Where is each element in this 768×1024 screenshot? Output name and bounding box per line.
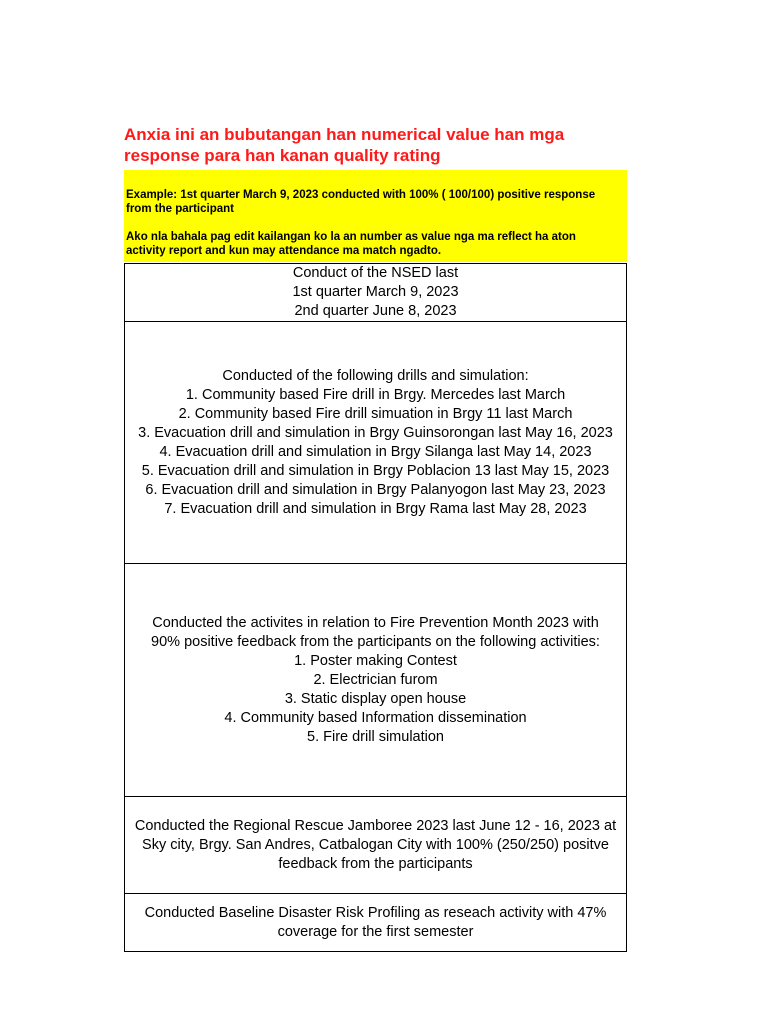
page-heading [124,124,624,166]
highlighted-note [124,170,627,262]
table-row-fire-prevention [125,563,626,796]
heading-line: Anxia ini an bubutangan han numerical value han mga [124,125,565,144]
note-line: activity report and kun may attendance ma match ngadto. [126,245,442,257]
cell-line: Conduct of the NSED last [292,265,459,281]
table-row-nsed [125,264,626,321]
table-row-rescue-jamboree [125,796,626,893]
cell-line: coverage for the first semester [277,923,474,940]
cell-line: 1. Community based Fire drill in Brgy. Mercedes last March [185,386,566,403]
table-row-drills [125,321,626,563]
cell-line: Sky city, Brgy. San Andres, Catbalogan City with 100% (250/250) positve [142,836,609,853]
cell-line: 3. Evacuation drill and simulation in Brgy Guinsorongan last May 16, 2023 [138,424,613,441]
cell-line: 2. Electrician furom [313,671,438,688]
cell-line: 7. Evacuation drill and simulation in Brgy Rama last May 28, 2023 [164,500,587,517]
activity-table [124,263,627,952]
cell-line: feedback from the participants [278,855,473,872]
cell-line: 3. Static display open house [284,690,467,707]
note-line: from the participant [126,203,234,215]
cell-line: 6. Evacuation drill and simulation in Brgy Palanyogon last May 23, 2023 [145,481,606,498]
cell-line: 2. Community based Fire drill simuation in Brgy 11 last March [178,405,573,422]
table-row-risk-profiling [125,893,626,951]
note-line: Ako nla bahala pag edit kailangan ko la an number as value nga ma reflect ha aton [126,231,576,243]
cell-line: 5. Fire drill simulation [307,728,444,745]
cell-line: 90% positive feedback from the participants on the following activities: [151,633,600,650]
cell-line: 1st quarter March 9, 2023 [292,284,459,300]
cell-line: Conducted the Regional Rescue Jamboree 2023 last June 12 - 16, 2023 at [134,817,617,834]
cell-line: 4. Evacuation drill and simulation in Brgy Silanga last May 14, 2023 [159,443,592,460]
cell-line: Conducted of the following drills and simulation: [222,367,529,384]
cell-line: 4. Community based Information dissemination [224,709,527,726]
note-line: Example: 1st quarter March 9, 2023 conducted with 100% ( 100/100) positive response [126,189,596,201]
heading-line: response para han kanan quality rating [124,146,441,165]
cell-line: 5. Evacuation drill and simulation in Brgy Poblacion 13 last May 15, 2023 [141,462,610,479]
cell-line: Conducted the activites in relation to Fire Prevention Month 2023 with [152,614,599,631]
cell-line: Conducted Baseline Disaster Risk Profiling as reseach activity with 47% [144,904,607,921]
cell-line: 2nd quarter June 8, 2023 [294,303,457,319]
cell-line: 1. Poster making Contest [294,652,457,669]
